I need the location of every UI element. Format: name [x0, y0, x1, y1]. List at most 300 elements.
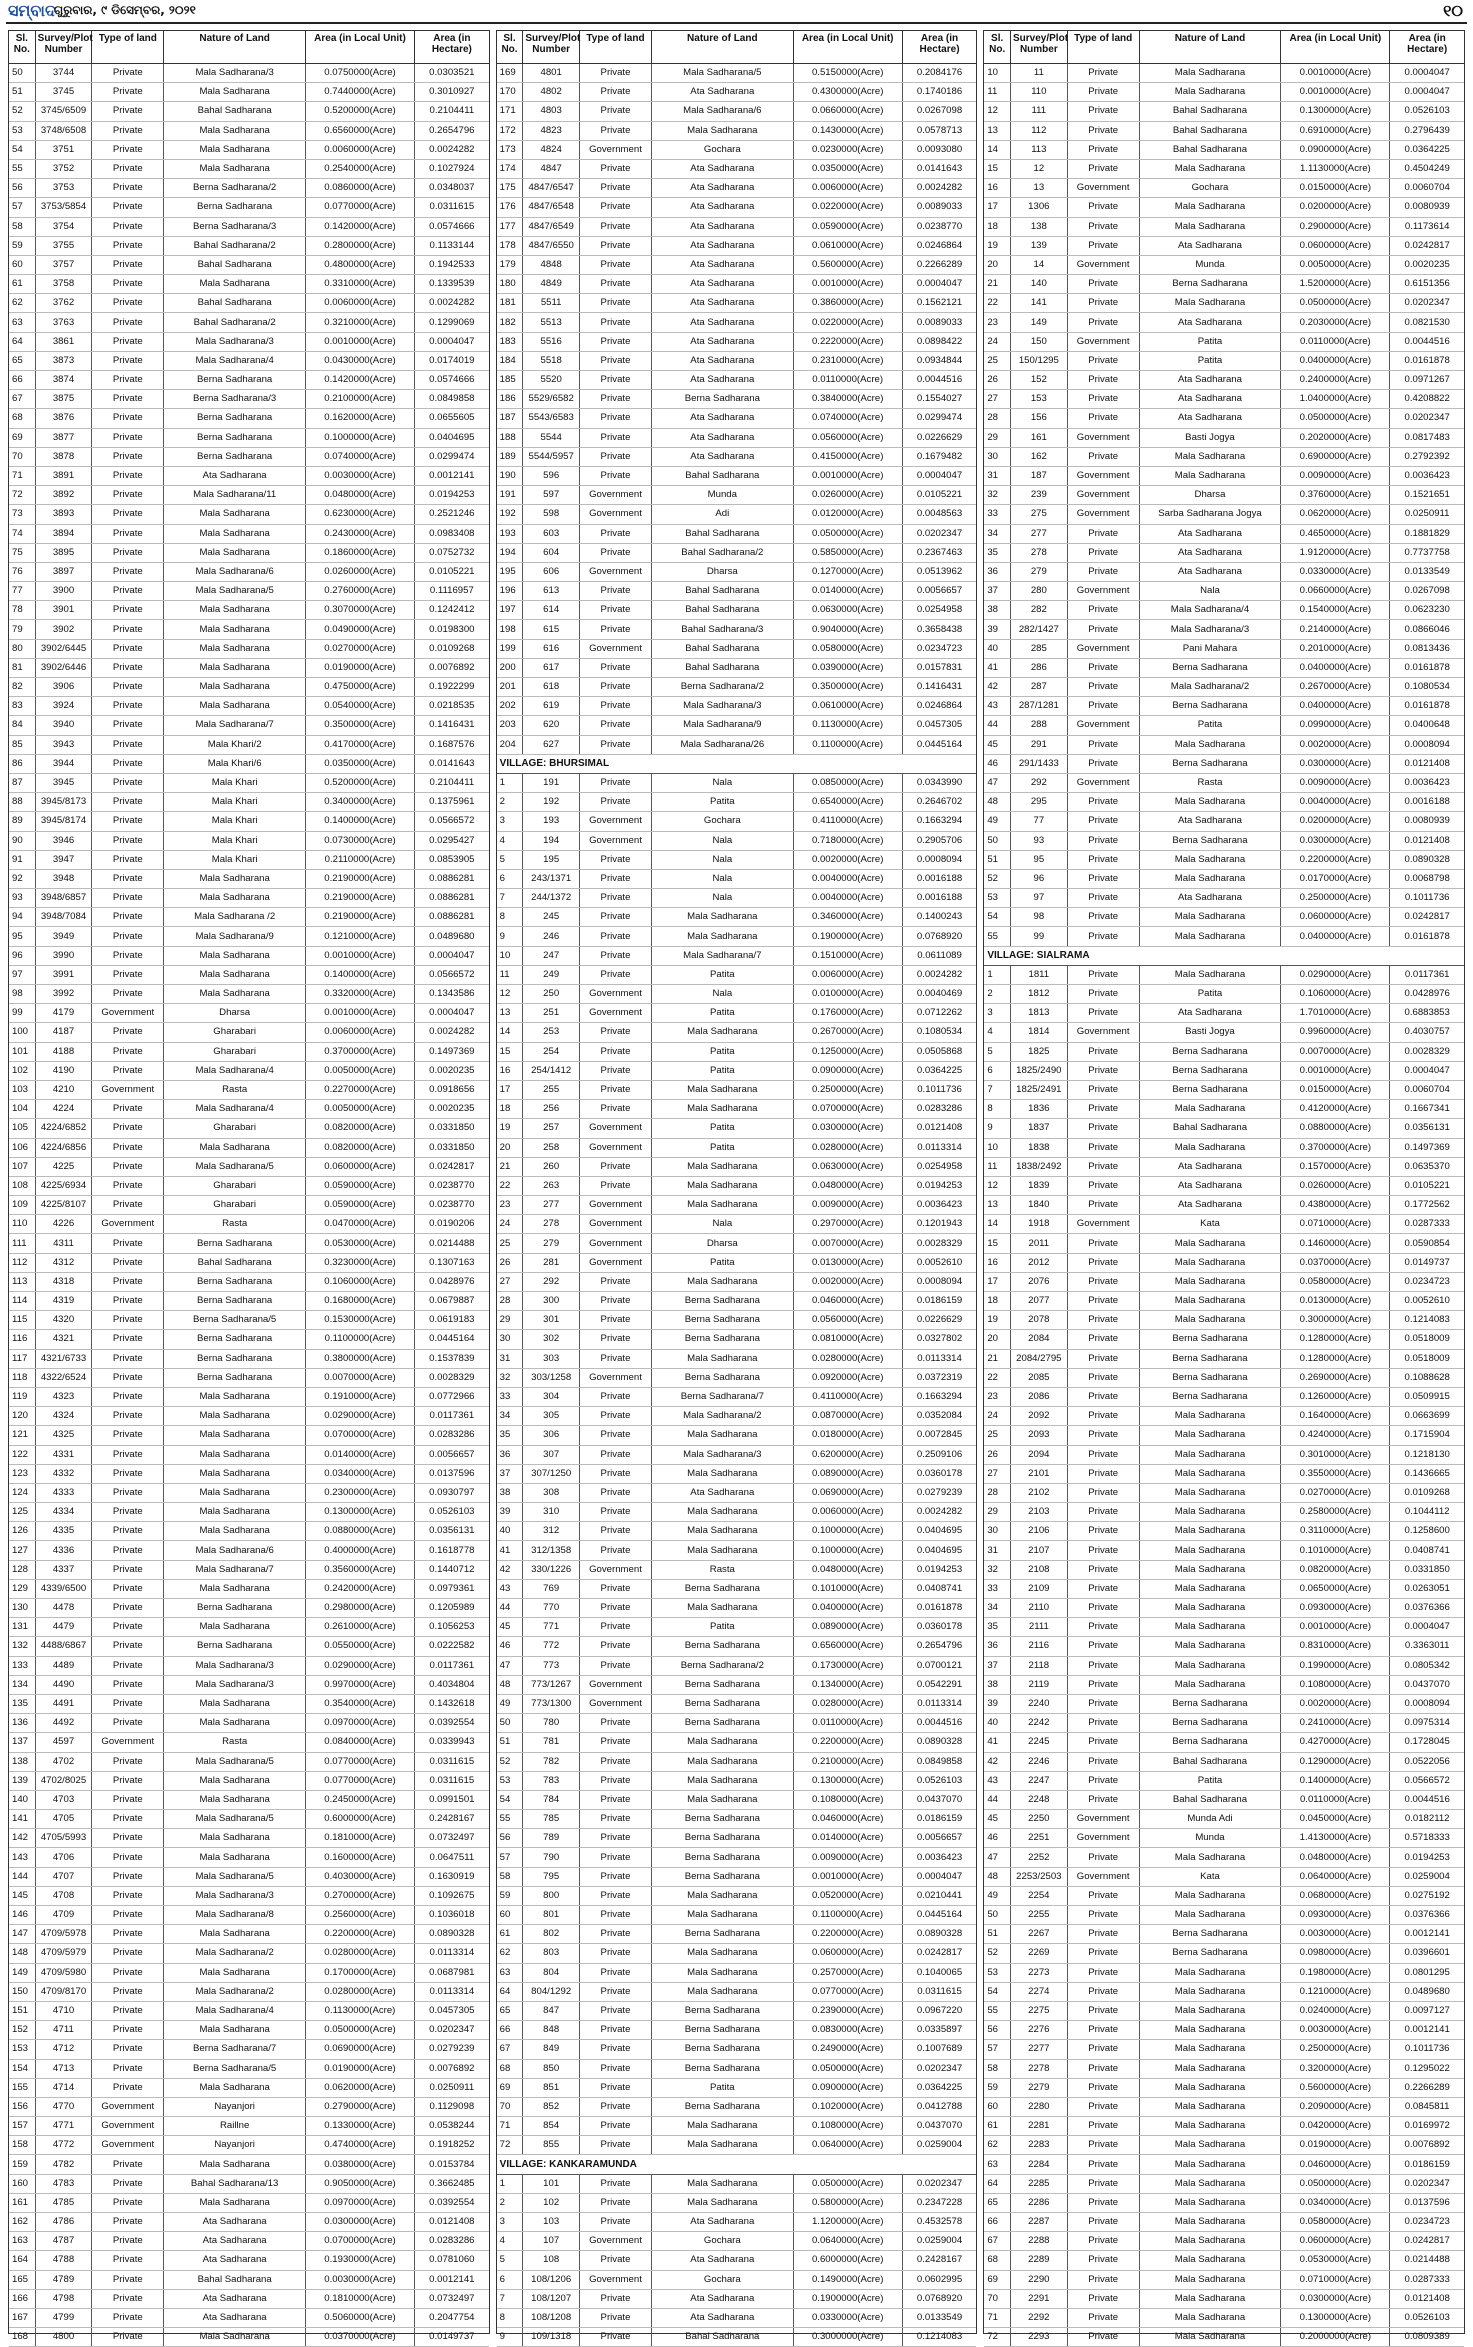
land-type-cell: Private — [580, 658, 652, 677]
table-row — [497, 1944, 977, 1963]
land-type-cell: Private — [1067, 1790, 1139, 1809]
area-local-cell: 0.3010000(Acre) — [1281, 1445, 1390, 1464]
survey-plot-cell: 2252 — [1011, 1848, 1068, 1867]
table-row — [984, 409, 1464, 428]
land-nature-cell: Berna Sadharana — [1139, 1694, 1281, 1713]
land-type-cell: Private — [580, 1023, 652, 1042]
table-row — [984, 275, 1464, 294]
survey-plot-cell: 617 — [523, 658, 580, 677]
survey-plot-cell: 255 — [523, 1080, 580, 1099]
land-type-cell: Private — [1067, 1982, 1139, 2001]
area-local-cell: 0.0180000(Acre) — [793, 1426, 902, 1445]
area-hectare-cell: 0.0226629 — [902, 428, 976, 447]
survey-plot-cell: 14 — [1011, 255, 1068, 274]
area-hectare-cell: 0.1375961 — [415, 793, 489, 812]
survey-plot-cell: 4709/5978 — [35, 1925, 92, 1944]
survey-plot-cell: 4225 — [35, 1157, 92, 1176]
area-hectare-cell: 0.0242817 — [1390, 908, 1464, 927]
survey-plot-cell: 4847/6548 — [523, 198, 580, 217]
table-row — [984, 2117, 1464, 2136]
sl-no-cell: 42 — [497, 1560, 523, 1579]
area-local-cell: 0.0270000(Acre) — [306, 639, 415, 658]
area-hectare-cell: 0.1663294 — [902, 812, 976, 831]
land-type-cell: Government — [1067, 466, 1139, 485]
sl-no-cell: 43 — [984, 1771, 1010, 1790]
area-hectare-cell: 0.0117361 — [415, 1656, 489, 1675]
table-row — [497, 1004, 977, 1023]
area-hectare-cell: 0.0202347 — [1390, 409, 1464, 428]
area-local-cell: 0.0330000(Acre) — [793, 2308, 902, 2327]
table-row — [984, 620, 1464, 639]
table-row — [984, 2328, 1464, 2347]
table-row — [984, 562, 1464, 581]
sl-no-cell: 130 — [9, 1599, 35, 1618]
area-hectare-cell: 0.0376366 — [1390, 1599, 1464, 1618]
land-nature-cell: Mala Khari — [164, 773, 306, 792]
land-nature-cell: Ata Sadharana — [651, 2289, 793, 2308]
survey-plot-cell: 4335 — [35, 1522, 92, 1541]
land-nature-cell: Mala Sadharana — [1139, 2021, 1281, 2040]
area-local-cell: 0.0870000(Acre) — [793, 1407, 902, 1426]
land-nature-cell: Patita — [1139, 716, 1281, 735]
table-column-1 — [8, 30, 490, 2343]
table-row — [984, 294, 1464, 313]
area-hectare-cell: 0.0930797 — [415, 1483, 489, 1502]
survey-plot-cell: 4325 — [35, 1426, 92, 1445]
sl-no-cell: 166 — [9, 2289, 35, 2308]
table-row — [9, 831, 489, 850]
area-hectare-cell: 0.0392554 — [415, 2193, 489, 2212]
survey-plot-cell: 102 — [523, 2193, 580, 2212]
area-hectare-cell: 0.0008094 — [1390, 1694, 1464, 1713]
area-local-cell: 0.0010000(Acre) — [1281, 1061, 1390, 1080]
sl-no-cell: 32 — [497, 1368, 523, 1387]
area-local-cell: 0.0150000(Acre) — [1281, 1080, 1390, 1099]
land-nature-cell: Berna Sadharana — [1139, 831, 1281, 850]
survey-plot-cell: 597 — [523, 486, 580, 505]
sl-no-cell: 198 — [497, 620, 523, 639]
area-hectare-cell: 0.0246864 — [902, 236, 976, 255]
area-hectare-cell: 0.0222582 — [415, 1637, 489, 1656]
area-hectare-cell: 0.0012141 — [415, 466, 489, 485]
area-hectare-cell: 0.0004047 — [415, 946, 489, 965]
sl-no-cell: 158 — [9, 2136, 35, 2155]
survey-plot-cell: 2281 — [1011, 2117, 1068, 2136]
sl-no-cell: 105 — [9, 1119, 35, 1138]
survey-plot-cell: 11 — [1011, 64, 1068, 83]
sl-no-cell: 60 — [984, 2097, 1010, 2116]
sl-no-cell: 157 — [9, 2117, 35, 2136]
land-type-cell: Private — [1067, 409, 1139, 428]
sl-no-cell: 180 — [497, 275, 523, 294]
land-type-cell: Private — [92, 1579, 164, 1598]
sl-no-cell: 46 — [984, 754, 1010, 773]
land-nature-cell: Berna Sadharana — [651, 2001, 793, 2020]
area-hectare-cell: 0.1258600 — [1390, 1522, 1464, 1541]
sl-no-cell: 52 — [9, 102, 35, 121]
land-nature-cell: Mala Sadharana — [1139, 1138, 1281, 1157]
sl-no-cell: 64 — [9, 332, 35, 351]
land-nature-cell: Bahal Sadharana — [651, 658, 793, 677]
area-hectare-cell: 0.0408741 — [1390, 1541, 1464, 1560]
table-row — [984, 102, 1464, 121]
area-local-cell: 0.0070000(Acre) — [306, 1368, 415, 1387]
table-row — [9, 1733, 489, 1752]
land-type-cell: Private — [92, 1387, 164, 1406]
survey-plot-cell: 162 — [1011, 447, 1068, 466]
land-type-cell: Private — [92, 2328, 164, 2347]
land-nature-cell: Ata Sadharana — [1139, 371, 1281, 390]
sl-no-cell: 33 — [984, 1579, 1010, 1598]
survey-plot-cell: 95 — [1011, 850, 1068, 869]
area-local-cell: 0.0350000(Acre) — [306, 754, 415, 773]
area-local-cell: 0.4120000(Acre) — [1281, 1100, 1390, 1119]
land-nature-cell: Mala Sadharana — [164, 1483, 306, 1502]
table-row — [9, 1867, 489, 1886]
table-row — [984, 1599, 1464, 1618]
survey-plot-cell: 153 — [1011, 390, 1068, 409]
table-row — [984, 1215, 1464, 1234]
column-header: Survey/Plot Number — [35, 31, 92, 64]
land-nature-cell: Mala Sadharana — [1139, 1906, 1281, 1925]
survey-plot-cell: 802 — [523, 1925, 580, 1944]
survey-plot-cell: 850 — [523, 2059, 580, 2078]
survey-plot-cell: 2273 — [1011, 1963, 1068, 1982]
area-local-cell: 0.1700000(Acre) — [306, 1963, 415, 1982]
area-local-cell: 0.0030000(Acre) — [1281, 1925, 1390, 1944]
area-hectare-cell: 0.0890328 — [902, 1925, 976, 1944]
land-type-cell: Private — [1067, 2213, 1139, 2232]
sl-no-cell: 17 — [984, 198, 1010, 217]
area-hectare-cell: 0.0259004 — [1390, 1867, 1464, 1886]
area-hectare-cell: 0.0036423 — [1390, 773, 1464, 792]
land-type-cell: Private — [580, 1483, 652, 1502]
sl-no-cell: 55 — [984, 2001, 1010, 2020]
area-local-cell: 0.4270000(Acre) — [1281, 1733, 1390, 1752]
survey-plot-cell: 2290 — [1011, 2270, 1068, 2289]
land-nature-cell: Mala Sadharana — [1139, 1426, 1281, 1445]
area-local-cell: 0.0840000(Acre) — [306, 1733, 415, 1752]
survey-plot-cell: 2274 — [1011, 1982, 1068, 2001]
land-nature-cell: Mala Sadharana — [651, 1176, 793, 1195]
sl-no-cell: 37 — [984, 1656, 1010, 1675]
land-type-cell: Private — [92, 1176, 164, 1195]
survey-plot-cell: 93 — [1011, 831, 1068, 850]
area-local-cell: 0.2670000(Acre) — [1281, 678, 1390, 697]
land-nature-cell: Mala Sadharana — [1139, 1253, 1281, 1272]
area-local-cell: 0.8310000(Acre) — [1281, 1637, 1390, 1656]
survey-plot-cell: 4709 — [35, 1906, 92, 1925]
land-nature-cell: Mala Khari/6 — [164, 754, 306, 773]
land-type-cell: Private — [1067, 371, 1139, 390]
survey-plot-cell: 2284 — [1011, 2155, 1068, 2174]
area-hectare-cell: 0.0339943 — [415, 1733, 489, 1752]
table-row — [984, 1426, 1464, 1445]
area-local-cell: 0.0610000(Acre) — [793, 697, 902, 716]
table-row — [984, 255, 1464, 274]
land-type-cell: Private — [580, 2078, 652, 2097]
land-type-cell: Private — [92, 831, 164, 850]
area-hectare-cell: 0.0331850 — [1390, 1560, 1464, 1579]
table-row — [984, 1464, 1464, 1483]
survey-plot-cell: 4708 — [35, 1886, 92, 1905]
survey-plot-cell: 194 — [523, 831, 580, 850]
table-row — [9, 1157, 489, 1176]
land-nature-cell: Berna Sadharana/3 — [164, 390, 306, 409]
land-nature-cell: Mala Sadharana — [1139, 1100, 1281, 1119]
area-hectare-cell: 0.0967220 — [902, 2001, 976, 2020]
table-row — [984, 2213, 1464, 2232]
survey-plot-cell: 113 — [1011, 140, 1068, 159]
survey-plot-cell: 4783 — [35, 2174, 92, 2193]
land-nature-cell: Mala Sadharana/3 — [651, 1445, 793, 1464]
survey-plot-cell: 3748/6508 — [35, 121, 92, 140]
area-hectare-cell: 0.0012141 — [1390, 2021, 1464, 2040]
area-local-cell: 0.2500000(Acre) — [1281, 2040, 1390, 2059]
area-local-cell: 0.2300000(Acre) — [306, 1483, 415, 1502]
area-local-cell: 0.0550000(Acre) — [306, 1637, 415, 1656]
table-row — [9, 1004, 489, 1023]
area-hectare-cell: 0.2792392 — [1390, 447, 1464, 466]
table-row — [9, 409, 489, 428]
sl-no-cell: 18 — [984, 1292, 1010, 1311]
table-row — [984, 1272, 1464, 1291]
area-local-cell: 0.0200000(Acre) — [1281, 198, 1390, 217]
survey-plot-cell: 5513 — [523, 313, 580, 332]
sl-no-cell: 68 — [984, 2251, 1010, 2270]
land-nature-cell: Kata — [1139, 1867, 1281, 1886]
sl-no-cell: 61 — [497, 1925, 523, 1944]
land-type-cell: Private — [92, 1925, 164, 1944]
table-row — [497, 1464, 977, 1483]
survey-plot-cell: 13 — [1011, 179, 1068, 198]
land-type-cell: Private — [580, 466, 652, 485]
sl-no-cell: 11 — [984, 1157, 1010, 1176]
area-local-cell: 0.4030000(Acre) — [306, 1867, 415, 1886]
land-nature-cell: Patita — [651, 1061, 793, 1080]
area-local-cell: 0.3500000(Acre) — [793, 678, 902, 697]
survey-plot-cell: 278 — [1011, 543, 1068, 562]
area-hectare-cell: 0.0845811 — [1390, 2097, 1464, 2116]
sl-no-cell: 70 — [984, 2289, 1010, 2308]
sl-no-cell: 202 — [497, 697, 523, 716]
area-hectare-cell: 0.0809389 — [1390, 2328, 1464, 2347]
area-local-cell: 0.2200000(Acre) — [306, 1925, 415, 1944]
area-hectare-cell: 0.1942533 — [415, 255, 489, 274]
table-row — [9, 2097, 489, 2116]
table-row — [497, 2097, 977, 2116]
land-nature-cell: Berna Sadharana — [1139, 1714, 1281, 1733]
sl-no-cell: 139 — [9, 1771, 35, 1790]
area-local-cell: 0.0980000(Acre) — [1281, 1944, 1390, 1963]
survey-plot-cell: 795 — [523, 1867, 580, 1886]
table-row — [9, 1503, 489, 1522]
survey-plot-cell: 2267 — [1011, 1925, 1068, 1944]
sl-no-cell: 151 — [9, 2001, 35, 2020]
area-hectare-cell: 0.0004047 — [1390, 83, 1464, 102]
land-type-cell: Private — [580, 1157, 652, 1176]
area-hectare-cell: 0.0008094 — [902, 850, 976, 869]
area-local-cell: 0.3000000(Acre) — [793, 2328, 902, 2347]
area-local-cell: 0.1010000(Acre) — [1281, 1541, 1390, 1560]
table-row — [497, 1234, 977, 1253]
sl-no-cell: 23 — [984, 1387, 1010, 1406]
area-hectare-cell: 0.0457305 — [902, 716, 976, 735]
area-local-cell: 0.2410000(Acre) — [1281, 1714, 1390, 1733]
land-nature-cell: Rasta — [651, 1560, 793, 1579]
area-hectare-cell: 0.1056253 — [415, 1618, 489, 1637]
area-local-cell: 0.2310000(Acre) — [793, 351, 902, 370]
area-local-cell: 0.0220000(Acre) — [793, 198, 902, 217]
area-local-cell: 0.0920000(Acre) — [793, 1368, 902, 1387]
area-hectare-cell: 0.0655605 — [415, 409, 489, 428]
survey-plot-cell: 3944 — [35, 754, 92, 773]
land-type-cell: Private — [92, 620, 164, 639]
area-hectare-cell: 0.1080534 — [902, 1023, 976, 1042]
land-type-cell: Private — [92, 313, 164, 332]
land-type-cell: Private — [92, 1483, 164, 1502]
survey-plot-cell: 4336 — [35, 1541, 92, 1560]
sl-no-cell: 4 — [497, 2232, 523, 2251]
land-type-cell: Private — [92, 102, 164, 121]
table-row — [497, 1311, 977, 1330]
area-hectare-cell: 0.0076892 — [415, 2059, 489, 2078]
survey-plot-cell: 620 — [523, 716, 580, 735]
land-nature-cell: Ata Sadharana — [651, 217, 793, 236]
table-row — [9, 1886, 489, 1905]
survey-plot-cell: 4787 — [35, 2232, 92, 2251]
area-local-cell: 0.0640000(Acre) — [793, 2136, 902, 2155]
area-hectare-cell: 0.0190206 — [415, 1215, 489, 1234]
land-nature-cell: Mala Sadharana — [164, 121, 306, 140]
area-hectare-cell: 0.0489680 — [415, 927, 489, 946]
area-local-cell: 0.0040000(Acre) — [793, 889, 902, 908]
land-nature-cell: Mala Sadharana — [1139, 2001, 1281, 2020]
survey-plot-cell: 616 — [523, 639, 580, 658]
area-local-cell: 0.1540000(Acre) — [1281, 601, 1390, 620]
area-local-cell: 0.1270000(Acre) — [793, 562, 902, 581]
table-row — [497, 1061, 977, 1080]
table-row — [9, 1330, 489, 1349]
survey-plot-cell: 4224/6856 — [35, 1138, 92, 1157]
survey-plot-cell: 3947 — [35, 850, 92, 869]
sl-no-cell: 17 — [497, 1080, 523, 1099]
land-nature-cell: Ata Sadharana — [651, 2308, 793, 2327]
land-type-cell: Private — [1067, 1522, 1139, 1541]
land-nature-cell: Berna Sadharana — [1139, 1925, 1281, 1944]
survey-plot-cell: 4489 — [35, 1656, 92, 1675]
survey-plot-cell: 2251 — [1011, 1829, 1068, 1848]
table-row — [497, 524, 977, 543]
sl-no-cell: 34 — [984, 524, 1010, 543]
survey-plot-cell: 4321/6733 — [35, 1349, 92, 1368]
area-local-cell: 0.0560000(Acre) — [793, 1311, 902, 1330]
sl-no-cell: 23 — [984, 313, 1010, 332]
area-hectare-cell: 0.6883853 — [1390, 1004, 1464, 1023]
land-nature-cell: Bahal Sadharana — [164, 255, 306, 274]
survey-plot-cell: 1812 — [1011, 985, 1068, 1004]
area-hectare-cell: 0.2905706 — [902, 831, 976, 850]
table-row — [984, 1522, 1464, 1541]
land-nature-cell: Mala Sadharana/6 — [164, 1541, 306, 1560]
area-local-cell: 0.2100000(Acre) — [306, 390, 415, 409]
land-nature-cell: Bahal Sadharana — [1139, 121, 1281, 140]
sl-no-cell: 3 — [497, 812, 523, 831]
area-local-cell: 0.1530000(Acre) — [306, 1311, 415, 1330]
area-local-cell: 0.4750000(Acre) — [306, 678, 415, 697]
table-row — [984, 1541, 1464, 1560]
land-type-cell: Private — [580, 2174, 652, 2193]
area-hectare-cell: 0.0356131 — [415, 1522, 489, 1541]
table-row — [9, 1176, 489, 1195]
sl-no-cell: 39 — [984, 620, 1010, 639]
land-type-cell: Private — [1067, 294, 1139, 313]
area-local-cell: 0.0010000(Acre) — [793, 275, 902, 294]
survey-plot-cell: 4707 — [35, 1867, 92, 1886]
area-hectare-cell: 0.1339539 — [415, 275, 489, 294]
land-type-cell: Government — [1067, 332, 1139, 351]
table-row — [9, 1253, 489, 1272]
survey-plot-cell: 2246 — [1011, 1752, 1068, 1771]
land-nature-cell: Ata Sadharana — [651, 332, 793, 351]
land-nature-cell: Nala — [651, 889, 793, 908]
sl-no-cell: 6 — [497, 869, 523, 888]
survey-plot-cell: 4488/6867 — [35, 1637, 92, 1656]
area-local-cell: 0.6560000(Acre) — [306, 121, 415, 140]
column-header: Type of land — [92, 31, 164, 64]
sl-no-cell: 10 — [497, 946, 523, 965]
area-local-cell: 0.2020000(Acre) — [1281, 428, 1390, 447]
area-local-cell: 0.1420000(Acre) — [306, 217, 415, 236]
sl-no-cell: 197 — [497, 601, 523, 620]
area-hectare-cell: 0.0194253 — [415, 486, 489, 505]
land-type-cell: Government — [1067, 486, 1139, 505]
table-row — [984, 1387, 1464, 1406]
sl-no-cell: 185 — [497, 371, 523, 390]
sl-no-cell: 87 — [9, 773, 35, 792]
table-row — [984, 1407, 1464, 1426]
sl-no-cell: 21 — [984, 275, 1010, 294]
land-nature-cell: Ata Sadharana — [651, 294, 793, 313]
village-heading: VILLAGE: SIALRAMA — [984, 946, 1464, 965]
area-hectare-cell: 0.0137596 — [1390, 2193, 1464, 2212]
land-nature-cell: Berna Sadharana/2 — [164, 179, 306, 198]
land-type-cell: Private — [92, 1810, 164, 1829]
land-nature-cell: Mala Sadharana — [164, 83, 306, 102]
area-hectare-cell: 0.4504249 — [1390, 159, 1464, 178]
sl-no-cell: 58 — [497, 1867, 523, 1886]
land-nature-cell: Ata Sadharana — [1139, 313, 1281, 332]
column-header: Nature of Land — [1139, 31, 1281, 64]
land-nature-cell: Bahal Sadharana — [164, 294, 306, 313]
column-header: Nature of Land — [164, 31, 306, 64]
sl-no-cell: 43 — [984, 697, 1010, 716]
land-nature-cell: Mala Sadharana — [164, 1579, 306, 1598]
table-row — [9, 639, 489, 658]
sl-no-cell: 134 — [9, 1675, 35, 1694]
land-nature-cell: Ata Sadharana — [1139, 524, 1281, 543]
sl-no-cell: 72 — [497, 2136, 523, 2155]
table-column-2 — [496, 30, 978, 2343]
land-type-cell: Government — [1067, 716, 1139, 735]
sl-no-cell: 133 — [9, 1656, 35, 1675]
land-type-cell: Private — [92, 351, 164, 370]
area-local-cell: 0.0480000(Acre) — [793, 1560, 902, 1579]
sl-no-cell: 172 — [497, 121, 523, 140]
land-type-cell: Private — [92, 1560, 164, 1579]
land-type-cell: Private — [1067, 2059, 1139, 2078]
table-row — [9, 1579, 489, 1598]
